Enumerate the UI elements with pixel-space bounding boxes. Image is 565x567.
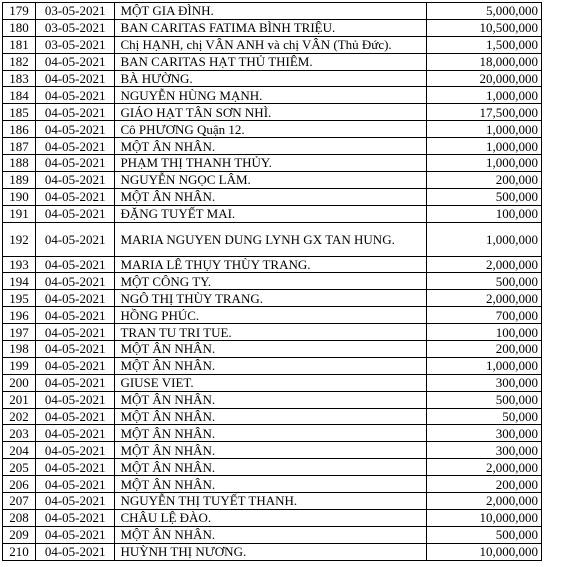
table-row bbox=[3, 493, 542, 510]
table-row bbox=[3, 341, 542, 358]
table-row bbox=[3, 324, 542, 341]
table-row bbox=[3, 222, 542, 256]
table-row bbox=[3, 374, 542, 391]
table-row bbox=[3, 70, 542, 87]
row-date-cell: 04-05-2021 bbox=[35, 374, 115, 391]
donor-name-cell: HUỲNH THỊ NƯƠNG. bbox=[115, 543, 427, 560]
donation-amount-cell: 2,000,000 bbox=[427, 256, 542, 273]
donation-amount-cell: 1,000,000 bbox=[427, 87, 542, 104]
row-number-cell: 196 bbox=[3, 307, 36, 324]
row-number-cell: 202 bbox=[3, 408, 36, 425]
row-date-cell: 04-05-2021 bbox=[35, 138, 115, 155]
table-row bbox=[3, 87, 542, 104]
donation-amount-cell: 500,000 bbox=[427, 273, 542, 290]
row-date-cell: 04-05-2021 bbox=[35, 273, 115, 290]
donor-name-cell: NGUYỄN NGỌC LÂM. bbox=[115, 171, 427, 188]
donation-amount-cell: 500,000 bbox=[427, 188, 542, 205]
row-number-cell: 198 bbox=[3, 341, 36, 358]
donation-amount-cell: 2,000,000 bbox=[427, 290, 542, 307]
table-row bbox=[3, 171, 542, 188]
table-row bbox=[3, 509, 542, 526]
donor-name-cell: NGUYỄN HÙNG MẠNH. bbox=[115, 87, 427, 104]
row-number-cell: 187 bbox=[3, 138, 36, 155]
donation-amount-cell: 300,000 bbox=[427, 442, 542, 459]
donor-name-cell: NGÔ THỊ THÙY TRANG. bbox=[115, 290, 427, 307]
row-date-cell: 04-05-2021 bbox=[35, 408, 115, 425]
row-date-cell: 04-05-2021 bbox=[35, 543, 115, 560]
row-number-cell: 210 bbox=[3, 543, 36, 560]
row-number-cell: 206 bbox=[3, 476, 36, 493]
row-date-cell: 04-05-2021 bbox=[35, 222, 115, 256]
donor-name-cell: MỘT ÂN NHÂN. bbox=[115, 442, 427, 459]
donor-name-cell: ĐẶNG TUYẾT MAI. bbox=[115, 205, 427, 222]
donation-amount-cell: 50,000 bbox=[427, 408, 542, 425]
row-number-cell: 191 bbox=[3, 205, 36, 222]
row-number-cell: 185 bbox=[3, 104, 36, 121]
row-number-cell: 179 bbox=[3, 3, 36, 20]
row-number-cell: 193 bbox=[3, 256, 36, 273]
row-number-cell: 192 bbox=[3, 222, 36, 256]
donor-name-cell: BÀ HƯỜNG. bbox=[115, 70, 427, 87]
row-date-cell: 04-05-2021 bbox=[35, 357, 115, 374]
row-date-cell: 04-05-2021 bbox=[35, 425, 115, 442]
donor-name-cell: MỘT CÔNG TY. bbox=[115, 273, 427, 290]
donation-amount-cell: 20,000,000 bbox=[427, 70, 542, 87]
donor-name-cell: MỘT ÂN NHÂN. bbox=[115, 357, 427, 374]
row-date-cell: 04-05-2021 bbox=[35, 493, 115, 510]
row-date-cell: 04-05-2021 bbox=[35, 459, 115, 476]
row-number-cell: 204 bbox=[3, 442, 36, 459]
table-row bbox=[3, 273, 542, 290]
donation-amount-cell: 17,500,000 bbox=[427, 104, 542, 121]
row-date-cell: 03-05-2021 bbox=[35, 36, 115, 53]
donation-amount-cell: 500,000 bbox=[427, 526, 542, 543]
row-number-cell: 180 bbox=[3, 19, 36, 36]
row-number-cell: 190 bbox=[3, 188, 36, 205]
donation-amount-cell: 10,000,000 bbox=[427, 509, 542, 526]
table-row bbox=[3, 155, 542, 172]
donation-ledger-page bbox=[2, 2, 564, 561]
row-date-cell: 04-05-2021 bbox=[35, 121, 115, 138]
donor-name-cell: MỘT ÂN NHÂN. bbox=[115, 459, 427, 476]
donor-name-cell: MỘT ÂN NHÂN. bbox=[115, 341, 427, 358]
donation-amount-cell: 2,000,000 bbox=[427, 493, 542, 510]
donor-name-cell: GIÁO HẠT TÂN SƠN NHÌ. bbox=[115, 104, 427, 121]
donation-amount-cell: 700,000 bbox=[427, 307, 542, 324]
table-row bbox=[3, 121, 542, 138]
row-number-cell: 208 bbox=[3, 509, 36, 526]
donor-name-cell: BAN CARITAS FATIMA BÌNH TRIỆU. bbox=[115, 19, 427, 36]
row-date-cell: 04-05-2021 bbox=[35, 188, 115, 205]
table-row bbox=[3, 408, 542, 425]
donor-name-cell: PHẠM THỊ THANH THỦY. bbox=[115, 155, 427, 172]
donation-amount-cell: 1,000,000 bbox=[427, 138, 542, 155]
donor-name-cell: MỘT ÂN NHÂN. bbox=[115, 476, 427, 493]
donor-name-cell: MARIA LÊ THỤY THÙY TRANG. bbox=[115, 256, 427, 273]
donation-amount-cell: 5,000,000 bbox=[427, 3, 542, 20]
row-number-cell: 207 bbox=[3, 493, 36, 510]
table-row bbox=[3, 290, 542, 307]
donor-name-cell: GIUSE VIET. bbox=[115, 374, 427, 391]
donor-name-cell: HỒNG PHÚC. bbox=[115, 307, 427, 324]
row-number-cell: 199 bbox=[3, 357, 36, 374]
donor-name-cell: MARIA NGUYEN DUNG LYNH GX TAN HUNG. bbox=[115, 222, 427, 256]
row-number-cell: 205 bbox=[3, 459, 36, 476]
table-row bbox=[3, 188, 542, 205]
donor-name-cell: MỘT ÂN NHÂN. bbox=[115, 425, 427, 442]
table-row bbox=[3, 205, 542, 222]
row-number-cell: 184 bbox=[3, 87, 36, 104]
row-date-cell: 04-05-2021 bbox=[35, 341, 115, 358]
row-number-cell: 197 bbox=[3, 324, 36, 341]
donation-table-body bbox=[3, 3, 542, 561]
row-date-cell: 04-05-2021 bbox=[35, 307, 115, 324]
row-date-cell: 04-05-2021 bbox=[35, 70, 115, 87]
donation-amount-cell: 1,000,000 bbox=[427, 357, 542, 374]
donation-amount-cell: 10,000,000 bbox=[427, 543, 542, 560]
donation-amount-cell: 200,000 bbox=[427, 341, 542, 358]
row-date-cell: 04-05-2021 bbox=[35, 155, 115, 172]
donor-name-cell: CHÂU LỆ ĐÀO. bbox=[115, 509, 427, 526]
table-row bbox=[3, 19, 542, 36]
row-number-cell: 203 bbox=[3, 425, 36, 442]
row-date-cell: 04-05-2021 bbox=[35, 324, 115, 341]
row-date-cell: 04-05-2021 bbox=[35, 476, 115, 493]
row-number-cell: 209 bbox=[3, 526, 36, 543]
donor-name-cell: Cô PHƯƠNG Quận 12. bbox=[115, 121, 427, 138]
row-date-cell: 04-05-2021 bbox=[35, 53, 115, 70]
row-date-cell: 04-05-2021 bbox=[35, 391, 115, 408]
donation-amount-cell: 100,000 bbox=[427, 205, 542, 222]
row-date-cell: 03-05-2021 bbox=[35, 3, 115, 20]
donation-amount-cell: 1,000,000 bbox=[427, 155, 542, 172]
donation-amount-cell: 100,000 bbox=[427, 324, 542, 341]
donor-name-cell: MỘT ÂN NHÂN. bbox=[115, 188, 427, 205]
donor-name-cell: TRAN TU TRI TUE. bbox=[115, 324, 427, 341]
table-row bbox=[3, 256, 542, 273]
row-number-cell: 182 bbox=[3, 53, 36, 70]
donation-amount-cell: 2,000,000 bbox=[427, 459, 542, 476]
donation-amount-cell: 200,000 bbox=[427, 476, 542, 493]
row-date-cell: 04-05-2021 bbox=[35, 205, 115, 222]
row-date-cell: 04-05-2021 bbox=[35, 87, 115, 104]
donation-amount-cell: 300,000 bbox=[427, 425, 542, 442]
row-number-cell: 189 bbox=[3, 171, 36, 188]
donation-amount-cell: 300,000 bbox=[427, 374, 542, 391]
row-date-cell: 04-05-2021 bbox=[35, 442, 115, 459]
table-row bbox=[3, 543, 542, 560]
donation-amount-cell: 18,000,000 bbox=[427, 53, 542, 70]
row-number-cell: 201 bbox=[3, 391, 36, 408]
row-date-cell: 04-05-2021 bbox=[35, 290, 115, 307]
donor-name-cell: MỘT GIA ĐÌNH. bbox=[115, 3, 427, 20]
table-row bbox=[3, 138, 542, 155]
donor-name-cell: MỘT ÂN NHÂN. bbox=[115, 526, 427, 543]
table-row bbox=[3, 36, 542, 53]
donor-name-cell: NGUYỄN THỊ TUYẾT THANH. bbox=[115, 493, 427, 510]
row-date-cell: 04-05-2021 bbox=[35, 509, 115, 526]
row-number-cell: 194 bbox=[3, 273, 36, 290]
donation-amount-cell: 500,000 bbox=[427, 391, 542, 408]
row-date-cell: 03-05-2021 bbox=[35, 19, 115, 36]
table-row bbox=[3, 425, 542, 442]
row-number-cell: 200 bbox=[3, 374, 36, 391]
donor-name-cell: MỘT ÂN NHÂN. bbox=[115, 408, 427, 425]
row-number-cell: 188 bbox=[3, 155, 36, 172]
row-number-cell: 183 bbox=[3, 70, 36, 87]
donation-amount-cell: 1,000,000 bbox=[427, 121, 542, 138]
row-number-cell: 181 bbox=[3, 36, 36, 53]
donor-name-cell: Chị HẠNH, chị VÂN ANH và chị VÂN (Thủ Đức). bbox=[115, 36, 427, 53]
row-date-cell: 04-05-2021 bbox=[35, 526, 115, 543]
donation-amount-cell: 1,000,000 bbox=[427, 222, 542, 256]
donation-amount-cell: 200,000 bbox=[427, 171, 542, 188]
table-row bbox=[3, 104, 542, 121]
table-row bbox=[3, 526, 542, 543]
table-row bbox=[3, 357, 542, 374]
table-row bbox=[3, 391, 542, 408]
table-row bbox=[3, 307, 542, 324]
donation-amount-cell: 1,500,000 bbox=[427, 36, 542, 53]
table-row bbox=[3, 3, 542, 20]
table-row bbox=[3, 476, 542, 493]
donation-table bbox=[2, 2, 542, 561]
table-row bbox=[3, 53, 542, 70]
table-row bbox=[3, 442, 542, 459]
row-number-cell: 186 bbox=[3, 121, 36, 138]
row-date-cell: 04-05-2021 bbox=[35, 256, 115, 273]
donor-name-cell: MỘT ÂN NHÂN. bbox=[115, 138, 427, 155]
donor-name-cell: MỘT ÂN NHÂN. bbox=[115, 391, 427, 408]
row-date-cell: 04-05-2021 bbox=[35, 104, 115, 121]
donor-name-cell: BAN CARITAS HẠT THỦ THIÊM. bbox=[115, 53, 427, 70]
donation-amount-cell: 10,500,000 bbox=[427, 19, 542, 36]
row-date-cell: 04-05-2021 bbox=[35, 171, 115, 188]
table-row bbox=[3, 459, 542, 476]
row-number-cell: 195 bbox=[3, 290, 36, 307]
